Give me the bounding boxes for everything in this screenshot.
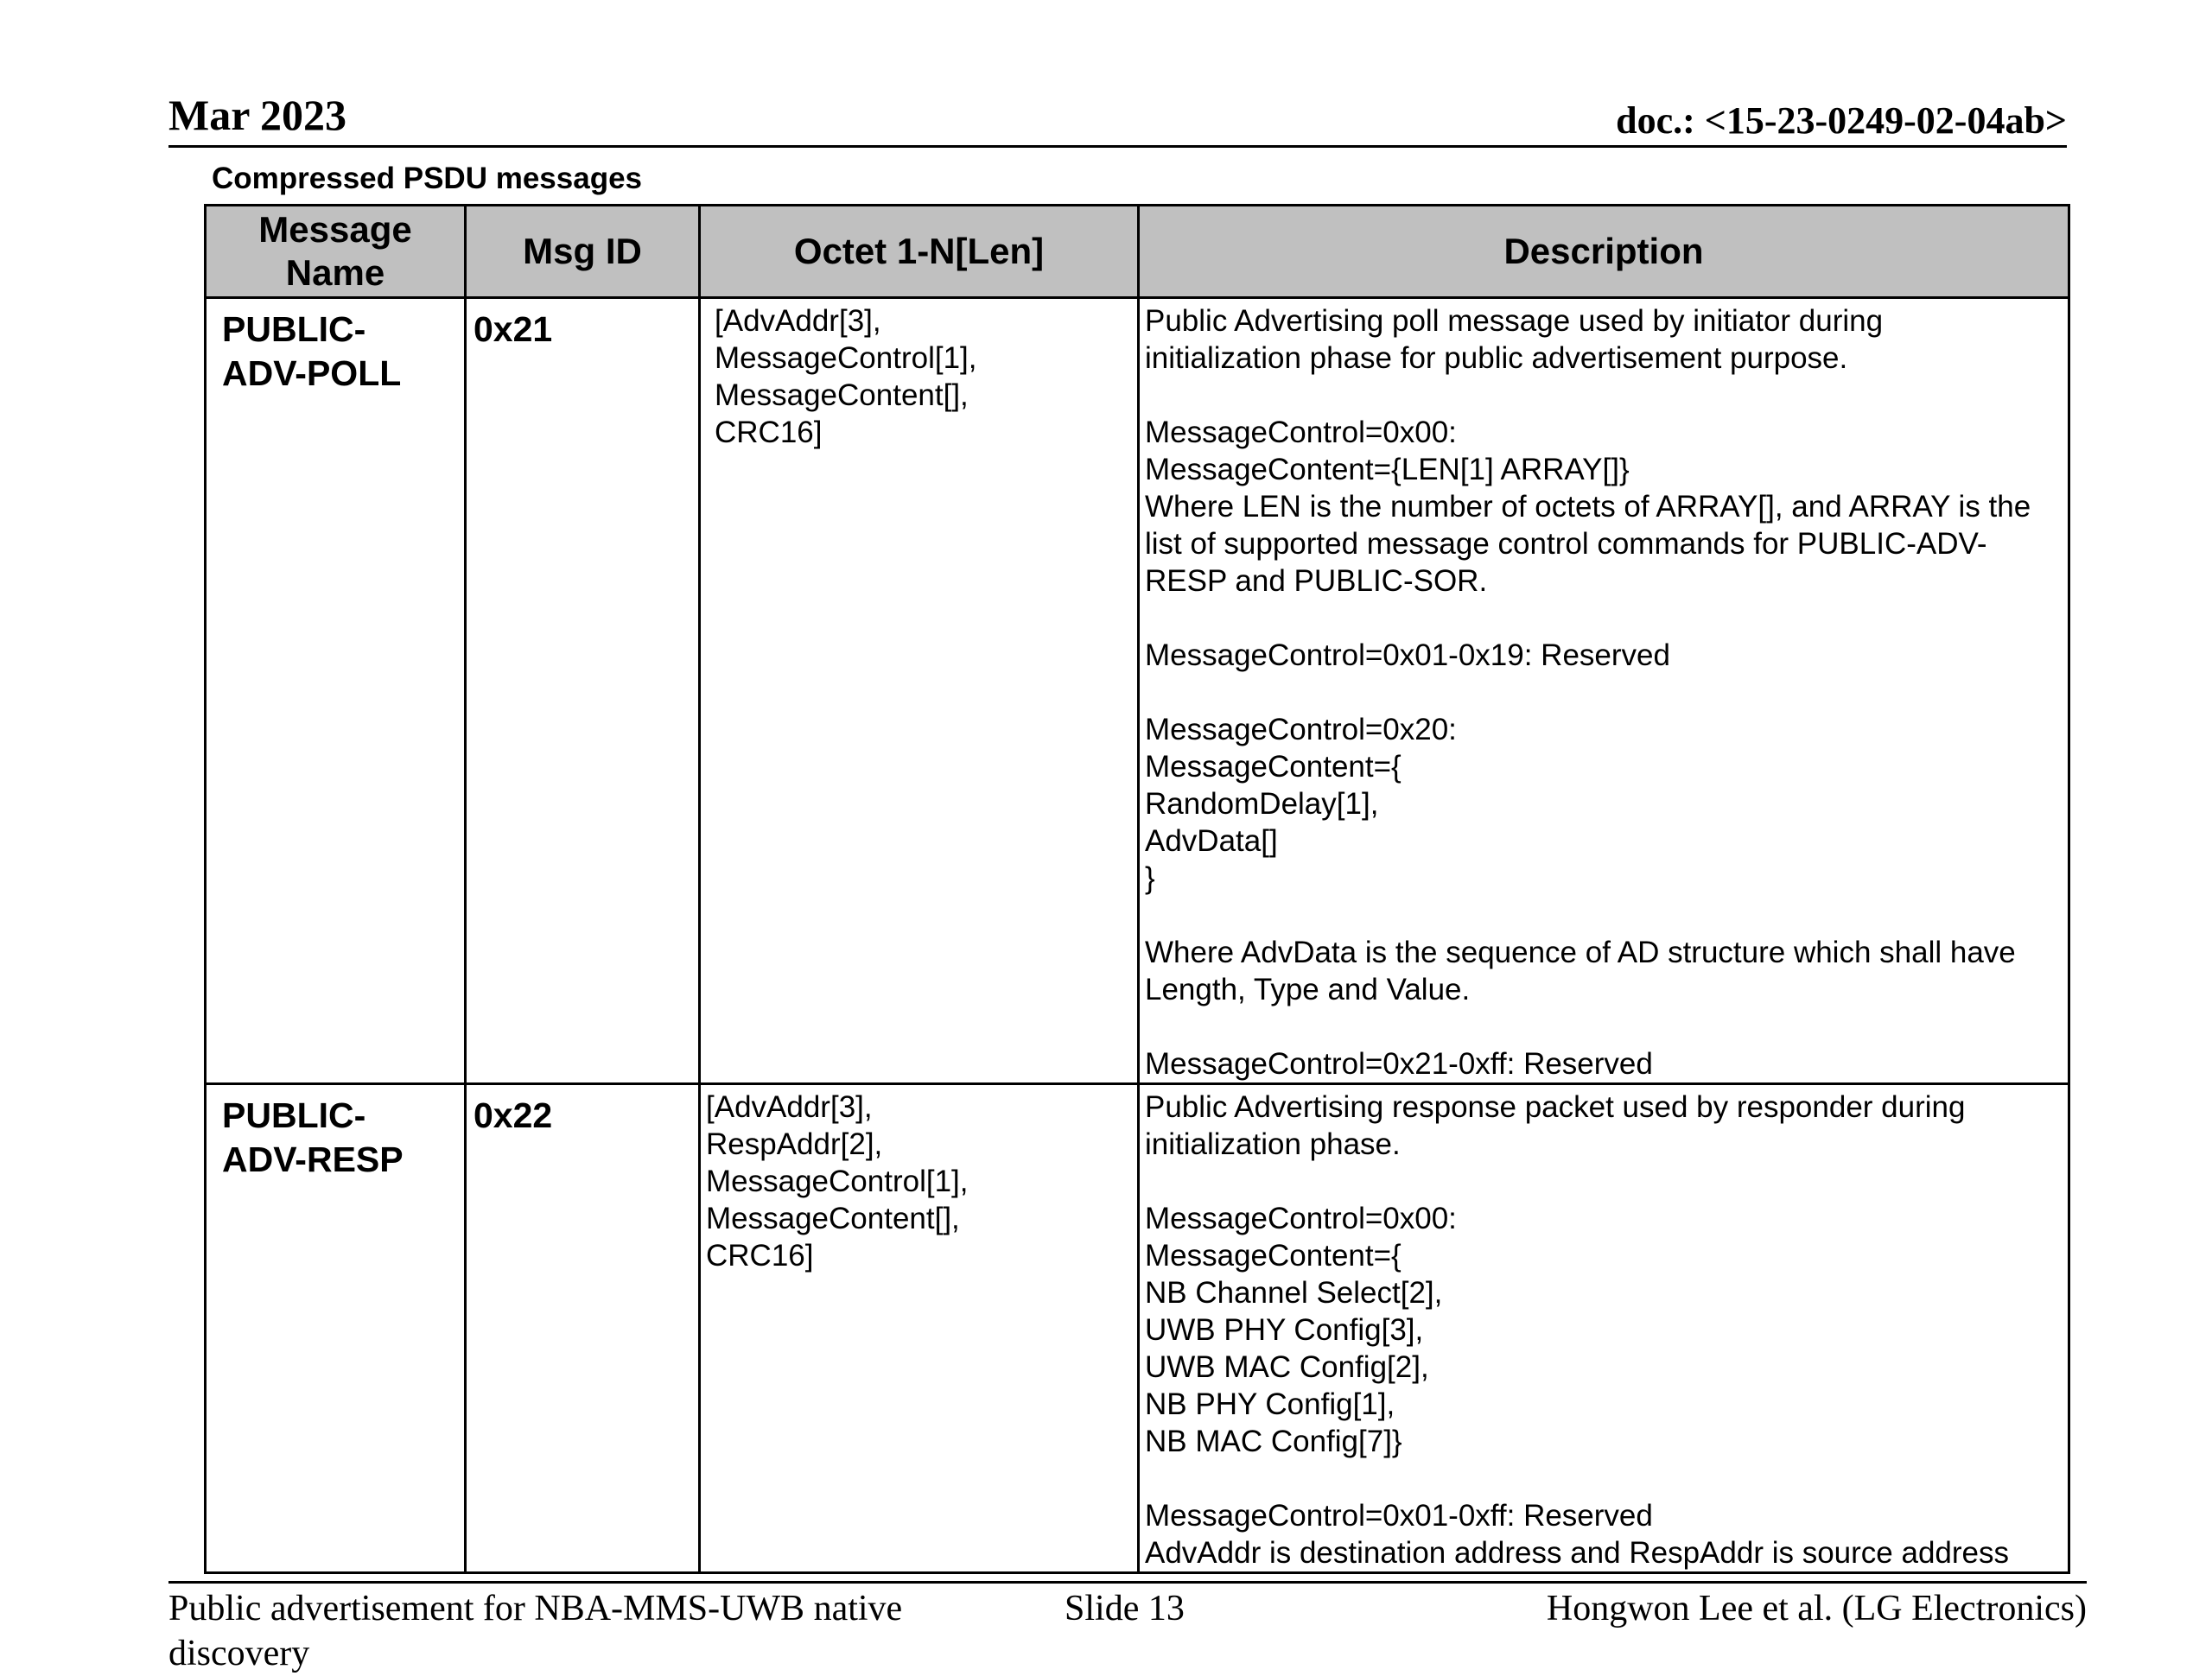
header-divider — [168, 145, 2067, 148]
msg-id-cell — [466, 1084, 700, 1573]
header-date: Mar 2023 — [168, 91, 346, 139]
slide-number: Slide 13 — [1065, 1589, 1185, 1628]
column-header-msg-id: Msg ID — [466, 206, 700, 298]
footer-title: Public advertisement for NBA-MMS-UWB native discovery — [168, 1589, 903, 1673]
message-name: PUBLIC- ADV-RESP — [222, 1095, 404, 1179]
table-caption: Compressed PSDU messages — [212, 162, 642, 195]
column-header-octets: Octet 1-N[Len] — [700, 206, 1139, 298]
table-header-row — [206, 206, 2069, 298]
footer-author: Hongwon Lee et al. (LG Electronics) — [1546, 1589, 2087, 1628]
column-header-description: Description — [1139, 206, 2069, 298]
footer-divider — [168, 1581, 2087, 1584]
table-row — [206, 298, 2069, 1084]
description-cell — [1139, 298, 2069, 1084]
description-text: Public Advertising response packet used by responder during initialization phase. MessageControl=0x00: MessageContent={ NB Channel Select[2], UWB PHY Config[3], UWB MAC Config[2], NB PHY Config[1], NB MAC Config[7]} MessageControl=0x01-0xff: Reserved AdvAddr is destination address and RespAddr is source address — [1145, 1090, 2009, 1570]
description-text: Public Advertising poll message used by initiator during initialization phase for public advertisement purpose. MessageControl=0x00: MessageContent={LEN[1] ARRAY[]} Where LEN is the number of octets of ARRAY[], and ARRAY is the list of supported message control commands for PUBLIC-ADV- RESP and PUBLIC-SOR. MessageControl=0x01-0x19: Reserved MessageControl=0x20: MessageContent={ RandomDelay[1], AdvData[] } Where AdvData is the sequence of AD structure which shall have Length, Type and Value. MessageControl=0x21-0xff: Reserved — [1145, 304, 2031, 1081]
column-header-message-name: Message Name — [206, 206, 466, 298]
document-id: doc.: <15-23-0249-02-04ab> — [1616, 99, 2067, 142]
msg-id: 0x21 — [474, 309, 553, 349]
msg-id: 0x22 — [474, 1095, 553, 1135]
octets-text: [AdvAddr[3], RespAddr[2], MessageControl[1], MessageContent[], CRC16] — [706, 1090, 969, 1273]
octets-cell — [700, 1084, 1139, 1573]
octets-cell — [700, 298, 1139, 1084]
table-row — [206, 1084, 2069, 1573]
octets-text: [AdvAddr[3], MessageControl[1], MessageContent[], CRC16] — [715, 304, 977, 449]
message-name-cell — [206, 298, 466, 1084]
psdu-message-table — [204, 204, 2070, 1574]
description-cell — [1139, 1084, 2069, 1573]
message-name: PUBLIC- ADV-POLL — [222, 309, 402, 393]
msg-id-cell — [466, 298, 700, 1084]
message-name-cell — [206, 1084, 466, 1573]
